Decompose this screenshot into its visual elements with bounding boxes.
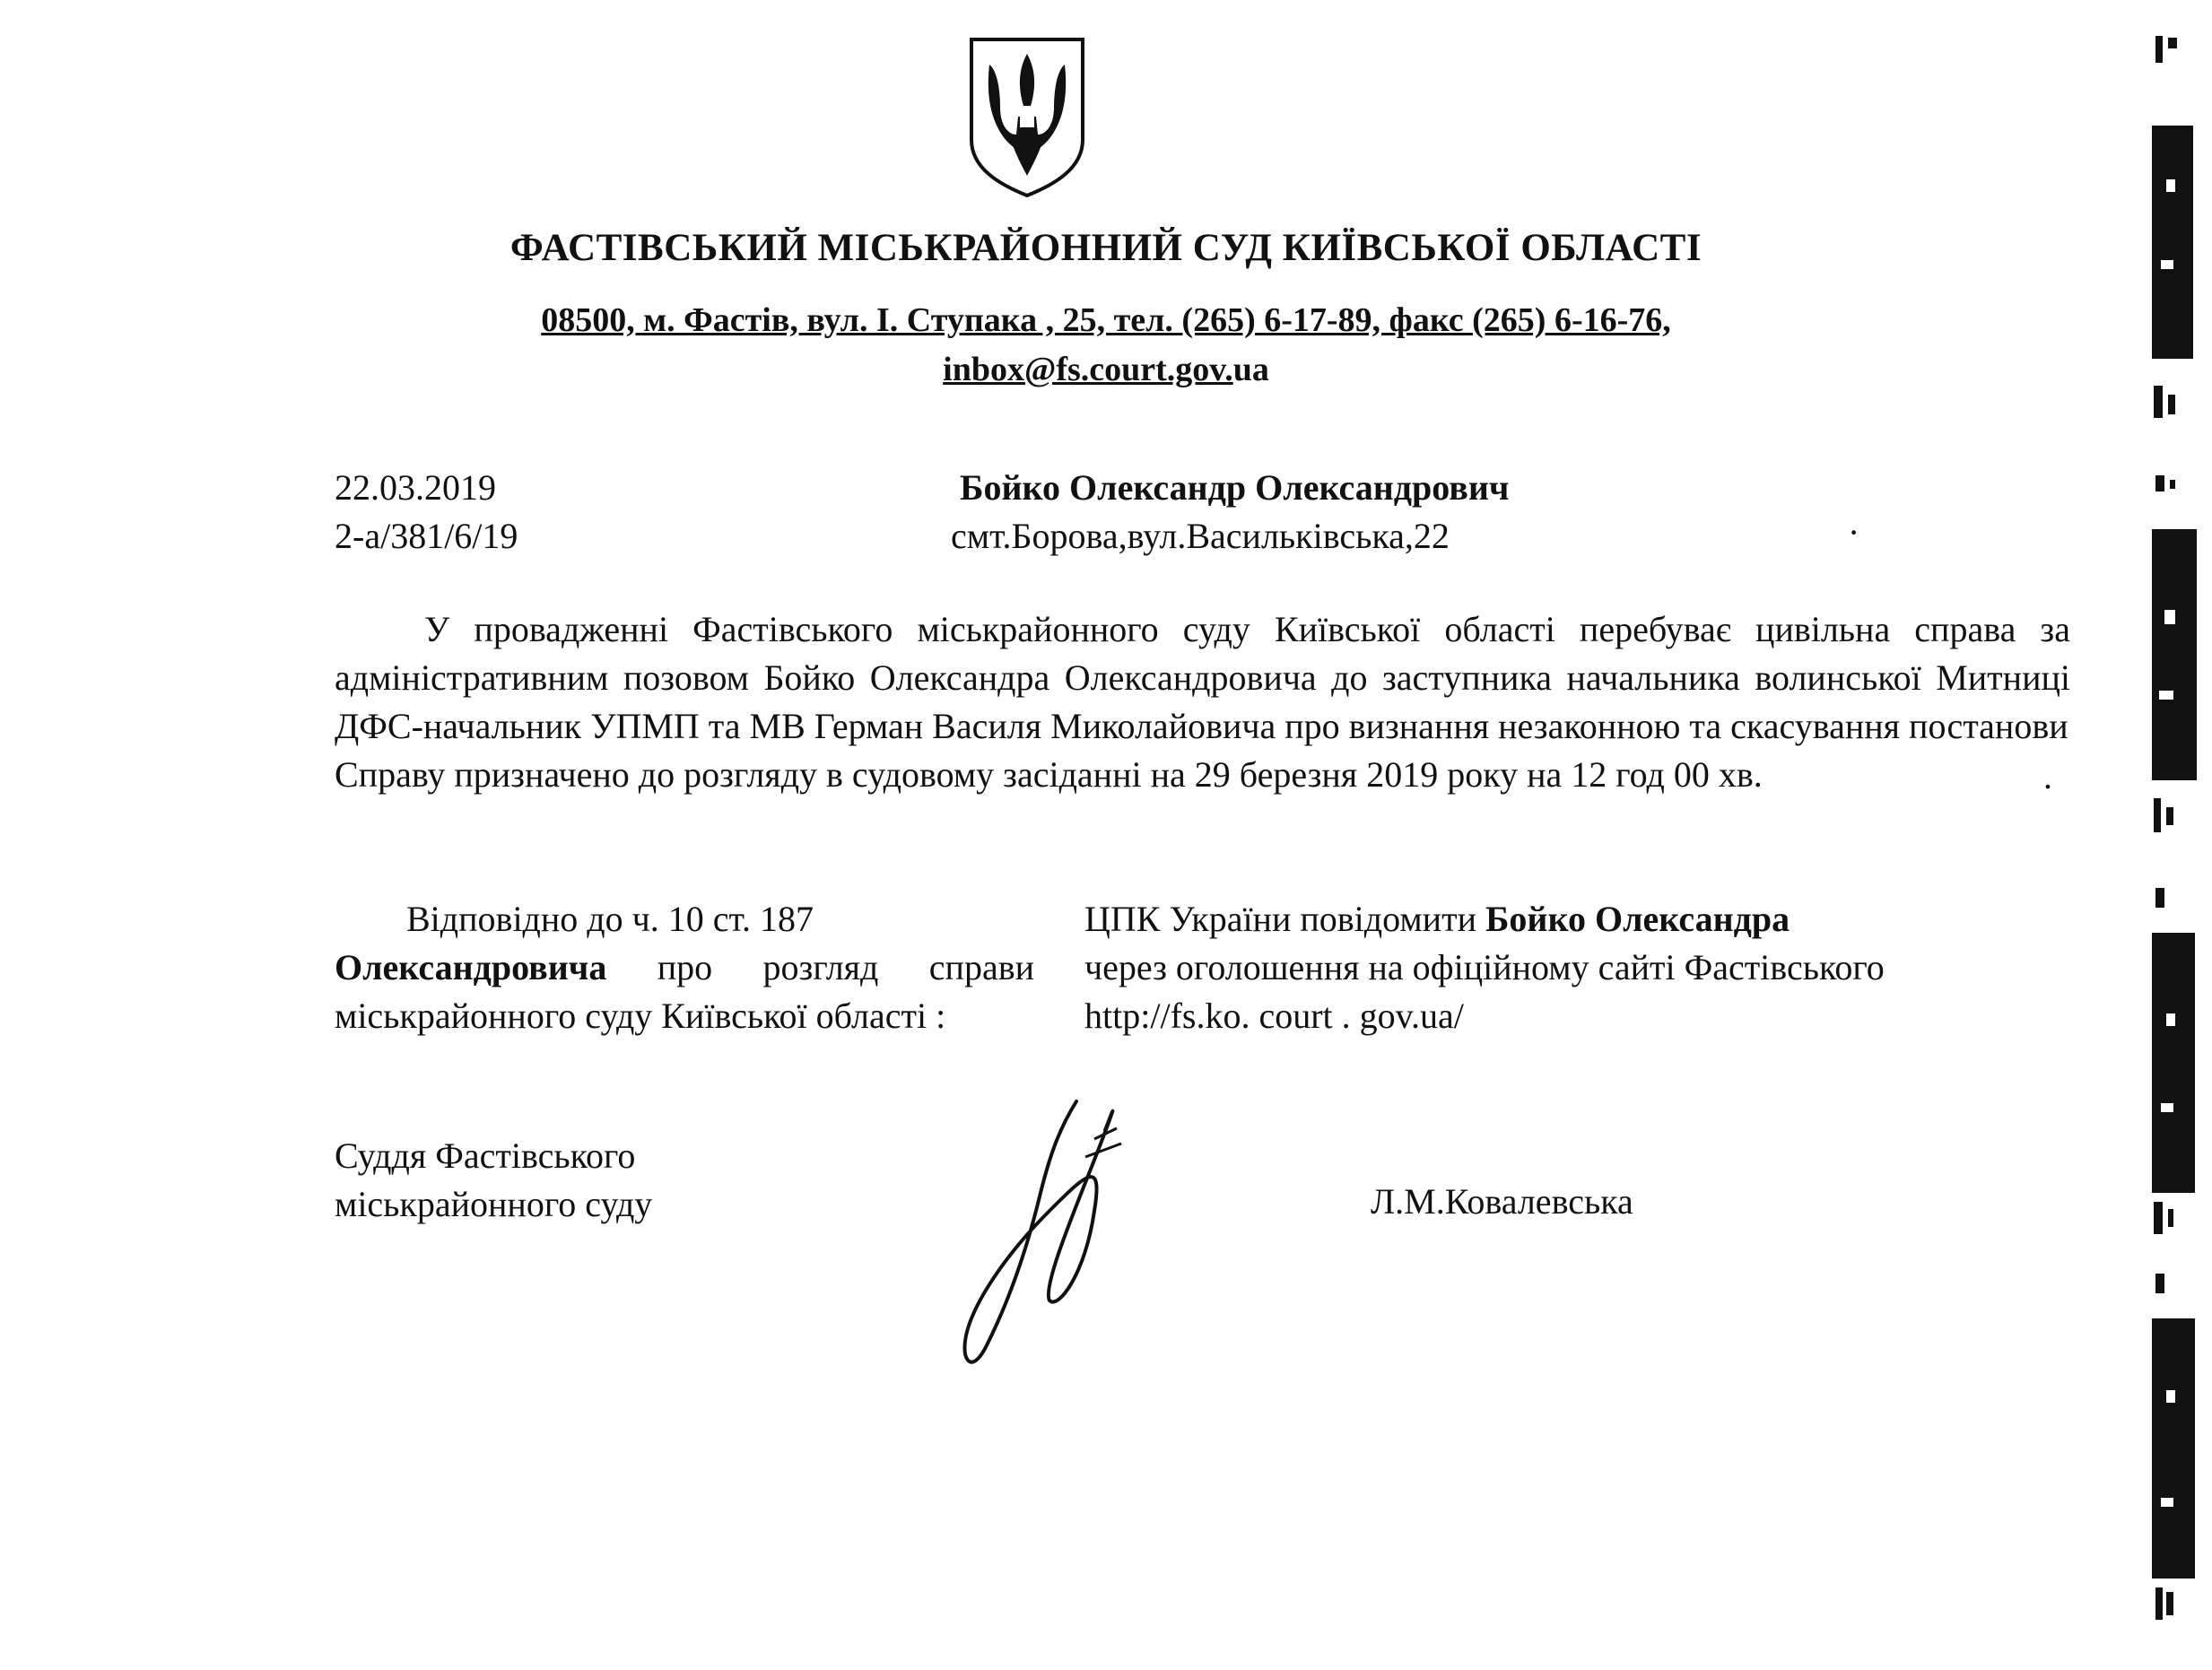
judge-title-line-2: міськрайонного суду (335, 1184, 653, 1224)
court-name: ФАСТІВСЬКИЙ МІСЬКРАЙОННИЙ СУД КИЇВСЬКОЇ ОБЛАСТІ (509, 227, 1703, 269)
coat-of-arms-emblem (964, 34, 1090, 200)
addressee-address: смт.Борова,вул.Васильківська,22 (951, 516, 1450, 556)
notice-left-rest: про розгляд справи міськрайонного суду Київської області : (335, 947, 1035, 1036)
court-address: 08500, м. Фастів, вул. І. Ступака , 25, тел. (265) 6-17-89, факс (265) 6-16-76, (541, 301, 1671, 339)
court-email-underlined: inbox@fs.court.gov. (943, 351, 1233, 388)
stray-mark-dot: · (1848, 512, 1860, 552)
notice-right-prefix: ЦПК України повідомити (1084, 899, 1476, 939)
court-email-tail: ua (1232, 351, 1269, 388)
notice-paragraph-1: У провадженні Фастівського міськрайонного суду Київської області перебуває цивільна справа за адміністративним позовом Бойко Олександра Олександровича до заступника начальника волинської Митниці ДФС-начальник УПМП та МВ Герман Василя Миколайовича про визнання незаконною та скасування постанови (335, 609, 2070, 746)
notice-left-column (335, 895, 1034, 1040)
case-number: 2-а/381/6/19 (335, 516, 518, 556)
addressee-name: Бойко Олександр Олександрович (960, 467, 1510, 508)
handwritten-signature (951, 1094, 1139, 1372)
document-date: 22.03.2019 (335, 467, 496, 508)
stray-mark-period: . (2043, 756, 2052, 796)
judge-name: Л.М.Ковалевська (1371, 1181, 1633, 1222)
scan-edge-artifact (2139, 27, 2212, 1632)
notice-left-bold: Олександровича (335, 947, 607, 987)
notice-right-column (1084, 895, 2070, 1040)
court-email (0, 350, 2212, 389)
notice-left-prefix: Відповідно до ч. 10 ст. 187 (406, 899, 814, 939)
judge-title (335, 1132, 652, 1229)
court-website-url: http://fs.ko. court . gov.ua/ (1084, 996, 1464, 1036)
notice-body (335, 605, 2070, 799)
notice-right-bold: Бойко Олександра (1485, 899, 1790, 939)
notice-right-rest: через оголошення на офіційному сайті Фастівського (1084, 947, 1885, 987)
notice-right-first-line (1084, 895, 2070, 944)
notice-left-continuation (335, 944, 1034, 1040)
judge-title-line-1: Суддя Фастівського (335, 1135, 636, 1176)
notice-paragraph-2: Справу призначено до розгляду в судовому засіданні на 29 березня 2019 року на 12 год 00 хв. (335, 754, 1763, 795)
